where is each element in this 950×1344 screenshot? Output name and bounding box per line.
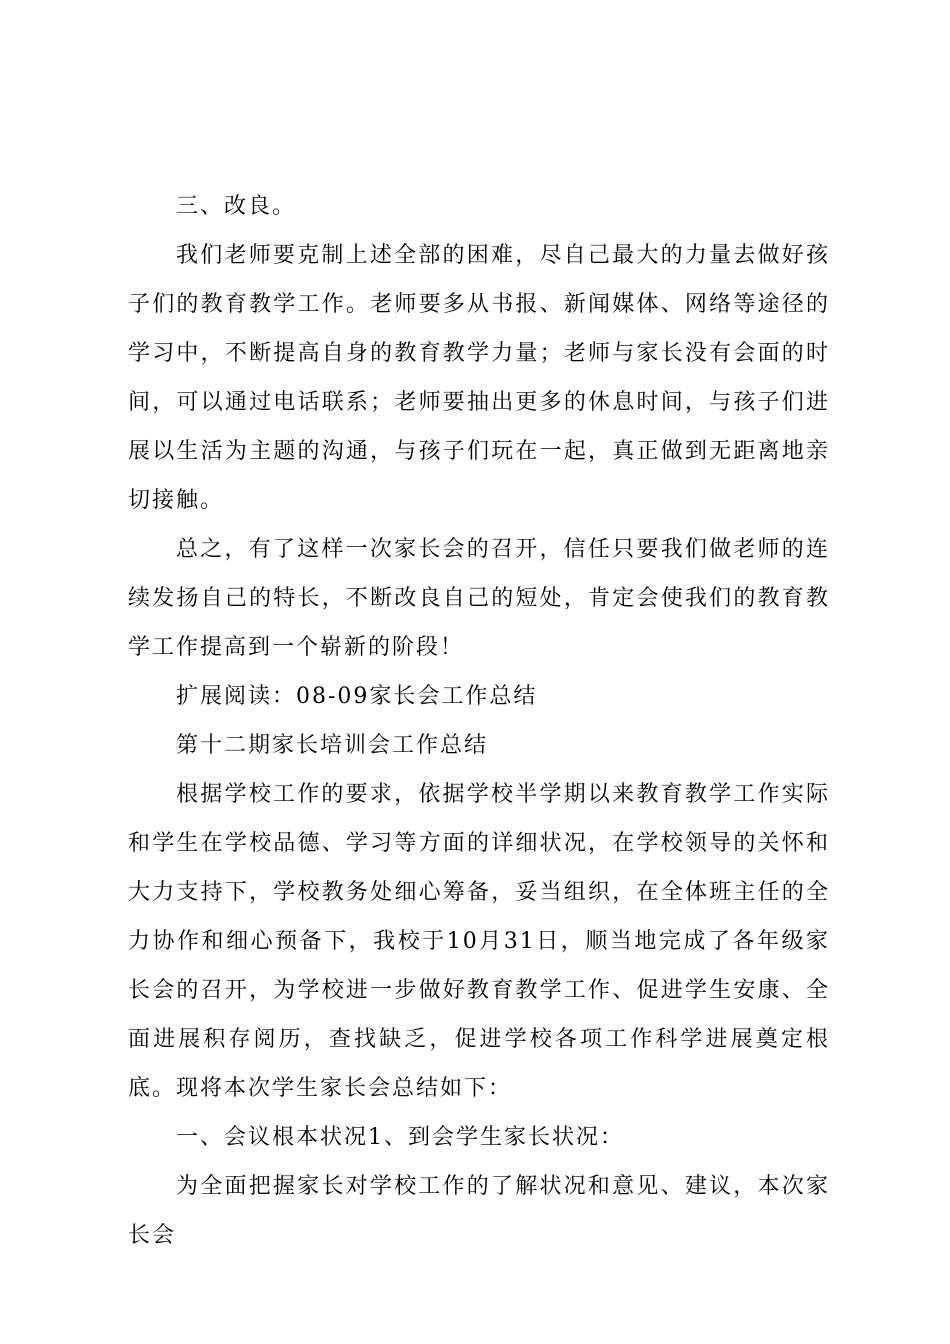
section-heading-meeting-overview: 一、会议根本状况1、到会学生家长状况： — [176, 1125, 624, 1150]
extended-reading-title: 扩展阅读：08-09家长会工作总结 — [176, 684, 538, 709]
document-body — [128, 182, 830, 1260]
paragraph-meeting-background: 根据学校工作的要求，依据学校半学期以来教育教学工作实际和学生在学校品德、学习等方面的详细状况，在学校领导的关怀和大力支持下，学校教务处细心筹备，妥当组织，在全体班主任的全力协作和细心预备下，我校于10月31日，顺当地完成了各年级家长会的召开，为学校进一步做好教育教学工作、促进学生安康、全面进展积存阅历，查找缺乏，促进学校各项工作科学进展奠定根底。现将本次学生家长会总结如下： — [128, 782, 830, 1101]
section-heading-improvement: 三、改良。 — [176, 194, 297, 219]
paragraph-parent-feedback: 为全面把握家长对学校工作的了解状况和意见、建议，本次家长会 — [128, 1174, 830, 1248]
article-title: 第十二期家长培训会工作总结 — [176, 733, 489, 758]
paragraph-conclusion: 总之，有了这样一次家长会的召开，信任只要我们做老师的连续发扬自己的特长，不断改良自己的短处，肯定会使我们的教育教学工作提高到一个崭新的阶段！ — [128, 537, 830, 660]
paragraph-teacher-efforts: 我们老师要克制上述全部的困难，尽自己最大的力量去做好孩子们的教育教学工作。老师要多从书报、新闻媒体、网络等途径的学习中，不断提高自身的教育教学力量；老师与家长没有会面的时间，可以通过电话联系；老师要抽出更多的休息时间，与孩子们进展以生活为主题的沟通，与孩子们玩在一起，真正做到无距离地亲切接触。 — [128, 243, 830, 513]
